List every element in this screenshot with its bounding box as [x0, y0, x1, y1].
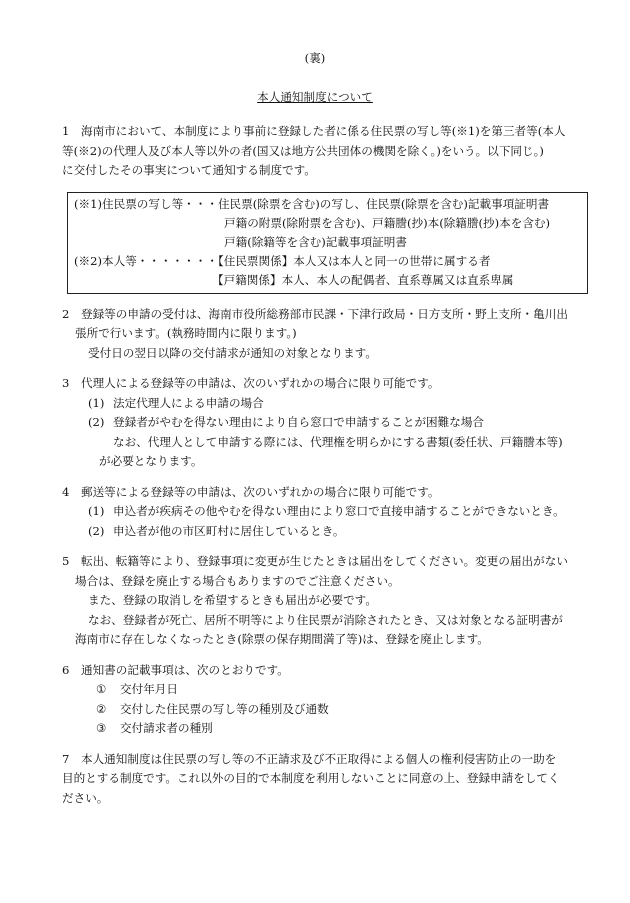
section-1-line-2: 等(※2)の代理人及び本人等以外の者(国又は地方公共団体の機関を除く。)をいう。以下同じ。) — [62, 143, 544, 158]
definitions-box — [67, 192, 588, 294]
definition-2-line-2: 【戸籍関係】本人、本人の配偶者、直系尊属又は直系卑属 — [212, 272, 514, 287]
item-text: 申込者が他の市区町村に居住しているとき。 — [113, 523, 345, 538]
section-3-item-1 — [62, 394, 580, 414]
section-3-item-2 — [62, 413, 580, 433]
item-text: 申込者が疾病その他やむを得ない理由により窓口で直接申請することができないとき。 — [113, 504, 565, 518]
definition-1-line-3: 戸籍(除籍等を含む)記載事項証明書 — [224, 234, 407, 249]
section-5-line-4: なお、登録者が死亡、居所不明等により住民票が消除されたとき、又は対象となる証明書が — [88, 612, 563, 627]
item-number: ② — [96, 701, 107, 716]
page-side-label: (裏) — [304, 51, 326, 65]
section-3-line-1: 3 代理人による登録等の申請は、次のいずれかの場合に限り可能です。 — [62, 376, 440, 390]
item-text: 交付請求者の種別 — [120, 721, 213, 735]
definition-1-line-2: 戸籍の附票(除附票を含む)、戸籍謄(抄)本(除籍謄(抄)本を含む) — [224, 215, 551, 230]
section-1-line-1: 1 海南市において、本制度により事前に登録した者に係る住民票の写し等(※1)を第三者等(本人 — [62, 124, 566, 138]
document-body — [62, 122, 580, 819]
section-7-line-1: 7 本人通知制度は住民票の写し等の不正請求及び不正取得による個人の権利侵害防止の一助を — [62, 751, 557, 766]
section-4-item-2 — [62, 522, 580, 542]
section-1-line-3: に交付したその事実について通知する制度です。 — [62, 163, 316, 177]
section-7-line-3: ださい。 — [62, 790, 109, 805]
section-2-line-1: 2 登録等の申請の受付は、海南市役所総務部市民課・下津行政局・日方支所・野上支所・亀川出 — [62, 306, 568, 321]
section-5-line-2: 場合は、登録を廃止する場合もありますのでご注意ください。 — [75, 573, 400, 588]
item-text: 交付年月日 — [120, 682, 178, 696]
item-text: 登録者がやむを得ない理由により自ら窓口で申請することが困難な場合 — [113, 415, 485, 429]
section-6-item-3 — [62, 719, 580, 739]
section-6-item-2 — [62, 700, 580, 720]
item-number: (1) — [88, 395, 105, 410]
section-3-note-line-1: なお、代理人として申請する際には、代理権を明らかにする書類(委任状、戸籍謄本等) — [113, 434, 563, 449]
item-text: 交付した住民票の写し等の種別及び通数 — [120, 701, 329, 716]
section-2 — [62, 305, 580, 364]
section-5-line-1: 5 転出、転籍等により、登録事項に変更が生じたときは届出をしてください。変更の届出がない — [62, 554, 568, 568]
section-3 — [62, 374, 580, 472]
section-7-line-2: 目的とする制度です。これ以外の目的で本制度を利用しないことに同意の上、登録申請をしてく — [62, 771, 560, 785]
item-number: ① — [96, 682, 107, 696]
definition-2-line-1: (※2)本人等・・・・・・・【住民票関係】本人又は本人と同一の世帯に属する者 — [74, 253, 491, 268]
item-number: (1) — [88, 504, 105, 518]
section-6-line-1: 6 通知書の記載事項は、次のとおりです。 — [62, 662, 289, 677]
section-5-line-3: また、登録の取消しを希望するときも届出が必要です。 — [88, 593, 377, 607]
item-number: (2) — [88, 523, 105, 538]
section-6-item-1 — [62, 680, 580, 700]
section-7 — [62, 750, 580, 809]
section-4 — [62, 483, 580, 542]
section-4-item-1 — [62, 502, 580, 522]
definition-1-line-1: (※1)住民票の写し等・・・住民票(除票を含む)の写し、住民票(除票を含む)記載事項証明書 — [74, 196, 550, 211]
section-4-line-1: 4 郵送等による登録等の申請は、次のいずれかの場合に限り可能です。 — [62, 484, 440, 499]
section-5 — [62, 552, 580, 650]
section-2-line-3: 受付日の翌日以降の交付請求が通知の対象となります。 — [88, 345, 377, 360]
section-2-line-2: 張所で行います。(執務時間内に限ります。) — [75, 326, 297, 340]
section-3-note-line-2: が必要となります。 — [99, 454, 203, 468]
section-1 — [62, 122, 580, 181]
section-6 — [62, 661, 580, 739]
page-title: 本人通知制度について — [257, 90, 373, 104]
item-number: (2) — [88, 415, 105, 429]
item-text: 法定代理人による申請の場合 — [113, 395, 264, 410]
section-5-line-5: 海南市に存在しなくなったとき(除票の保存期間満了等)は、登録を廃止します。 — [75, 632, 489, 646]
item-number: ③ — [96, 721, 107, 735]
